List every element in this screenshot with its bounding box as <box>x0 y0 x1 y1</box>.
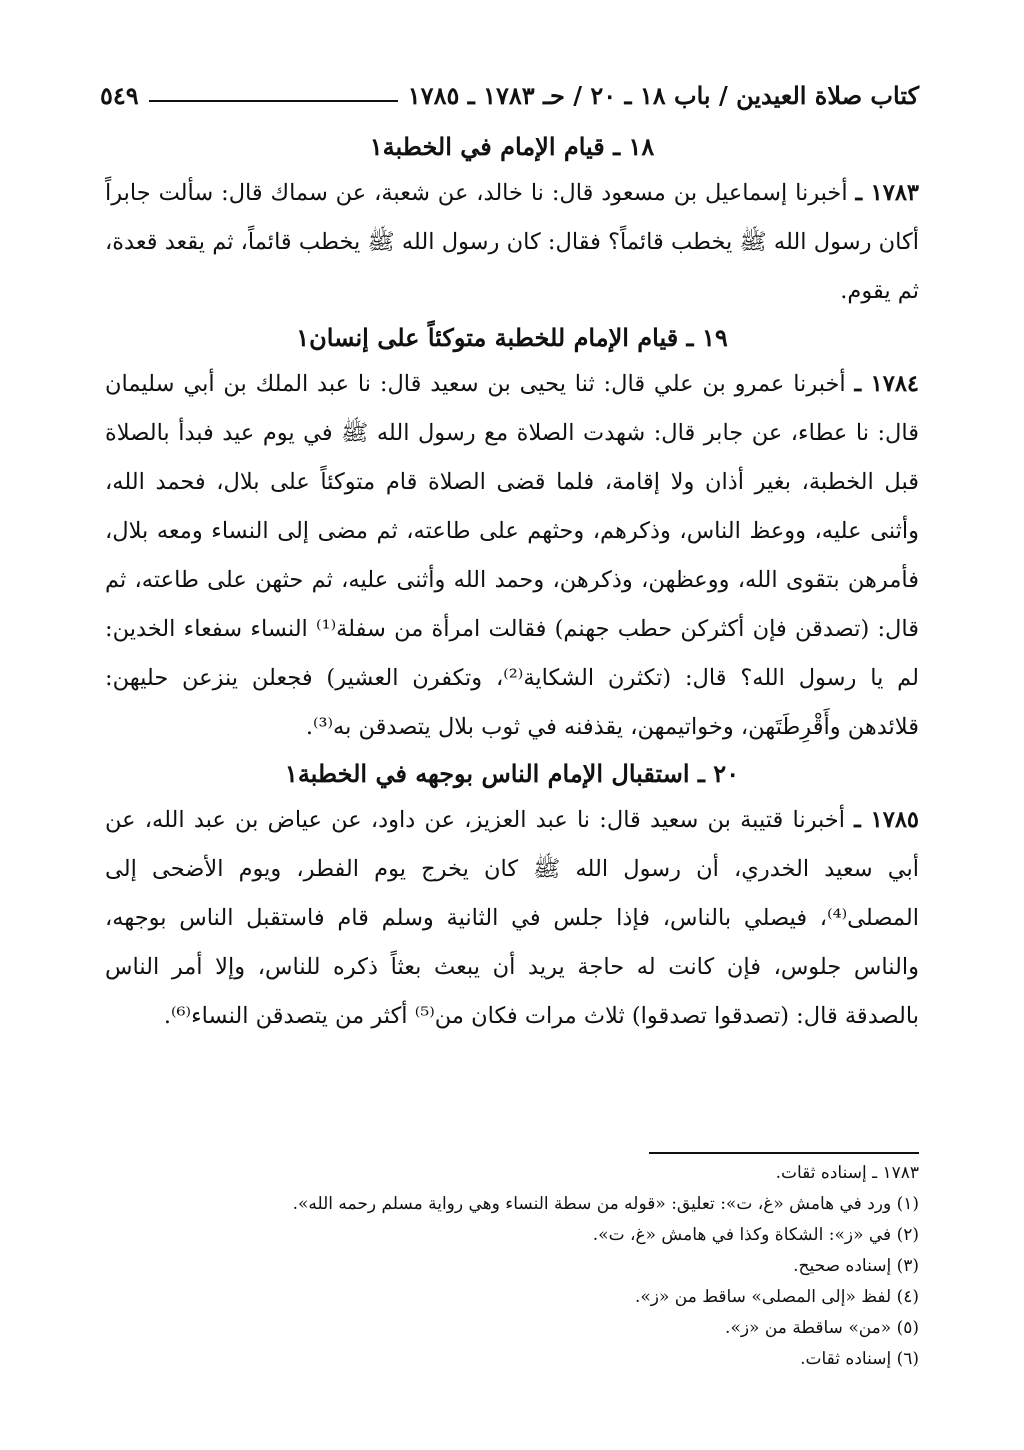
footnote-item: (٤) لفظ «إلى المصلى» ساقط من «ز». <box>634 1287 919 1307</box>
main-content <box>105 125 919 1041</box>
footnote-item: (٦) إسناده ثقات. <box>800 1349 919 1369</box>
hadith-number: ١٧٨٤ ـ <box>854 371 919 397</box>
hadith-body: أخبرنا عمرو بن علي قال: ثنا يحيى بن سعيد قال: نا عبد الملك بن أبي سليمان قال: نا عطاء، عن جابر قال: شهدت الصلاة مع رسول الله ﷺ في يوم عيد فبدأ بالصلاة قبل الخطبة، بغير أذان ولا إقامة، فلما قضى الصلاة قام متوكئاً على بلال، فحمد الله، وأثنى عليه، ووعظ الناس، وذكرهم، وحثهم على طاعته، ثم مضى إلى النساء ومعه بلال، فأمرهن بتقوى الله، ووعظهن، وذكرهن، وحمد الله وأثنى عليه، ثم حثهن على طاعته، ثم قال: (تصدقن فإن أكثركن حطب جهنم) فقالت امرأة من سفلة⁽¹⁾ النساء سفعاء الخدين: لم يا رسول الله؟ قال: (تكثرن الشكاية⁽²⁾، وتكفرن العشير) فجعلن ينزعن حليهن: قلائدهن وأَقْرِطَتَهن، وخواتيمهن، يقذفنه في ثوب بلال يتصدقن به⁽³⁾. <box>105 371 920 740</box>
hadith-paragraph <box>105 360 919 752</box>
running-header-title: كتاب صلاة العيدين / باب ١٨ ـ ٢٠ / حـ ١٧٨٣ ـ ١٧٨٥ <box>407 80 919 110</box>
chapter-heading: ١٩ ـ قيام الإمام للخطبة متوكئاً على إنسان١ <box>296 323 728 352</box>
footnote-item: (٢) في «ز»: الشكاة وكذا في هامش «غ، ت». <box>592 1225 919 1245</box>
running-header <box>100 78 919 112</box>
footnote-item: (١) ورد في هامش «غ، ت»: تعليق: «قوله من سطة النساء وهي رواية مسلم رحمه الله». <box>292 1194 919 1214</box>
footnotes <box>105 1152 919 1375</box>
hadith-number: ١٧٨٥ ـ <box>854 807 919 833</box>
hadith-paragraph <box>105 169 919 316</box>
chapter-heading: ٢٠ ـ استقبال الإمام الناس بوجهه في الخطبة١ <box>284 759 740 788</box>
chapter-heading: ١٨ ـ قيام الإمام في الخطبة١ <box>369 132 655 161</box>
hadith-paragraph <box>105 796 919 1041</box>
hadith-body: أخبرنا قتيبة بن سعيد قال: نا عبد العزيز، عن داود، عن عياض بن عبد الله، عن أبي سعيد الخدري، أن رسول الله ﷺ كان يخرج يوم الفطر، ويوم الأضحى إلى المصلى⁽⁴⁾، فيصلي بالناس، فإذا جلس في الثانية وسلم قام فاستقبل الناس بوجهه، والناس جلوس، فإن كانت له حاجة يريد أن يبعث بعثاً ذكره للناس، وإلا أمر الناس بالصدقة قال: (تصدقوا تصدقوا) ثلاث مرات فكان من⁽⁵⁾ أكثر من يتصدقن النساء⁽⁶⁾. <box>105 807 919 1029</box>
footnote-item: ١٧٨٣ ـ إسناده ثقات. <box>775 1163 919 1183</box>
footnote-item: (٣) إسناده صحيح. <box>793 1256 919 1276</box>
footnote-rule <box>649 1152 919 1154</box>
header-rule <box>149 100 398 102</box>
hadith-body: أخبرنا إسماعيل بن مسعود قال: نا خالد، عن شعبة، عن سماك قال: سألت جابراً أكان رسول الله ﷺ يخطب قائماً؟ فقال: كان رسول الله ﷺ يخطب قائماً، ثم يقعد قعدة، ثم يقوم. <box>105 180 919 304</box>
hadith-number: ١٧٨٣ ـ <box>855 180 919 206</box>
footnote-item: (٥) «من» ساقطة من «ز». <box>725 1318 919 1338</box>
page-number: ٥٤٩ <box>100 80 139 110</box>
